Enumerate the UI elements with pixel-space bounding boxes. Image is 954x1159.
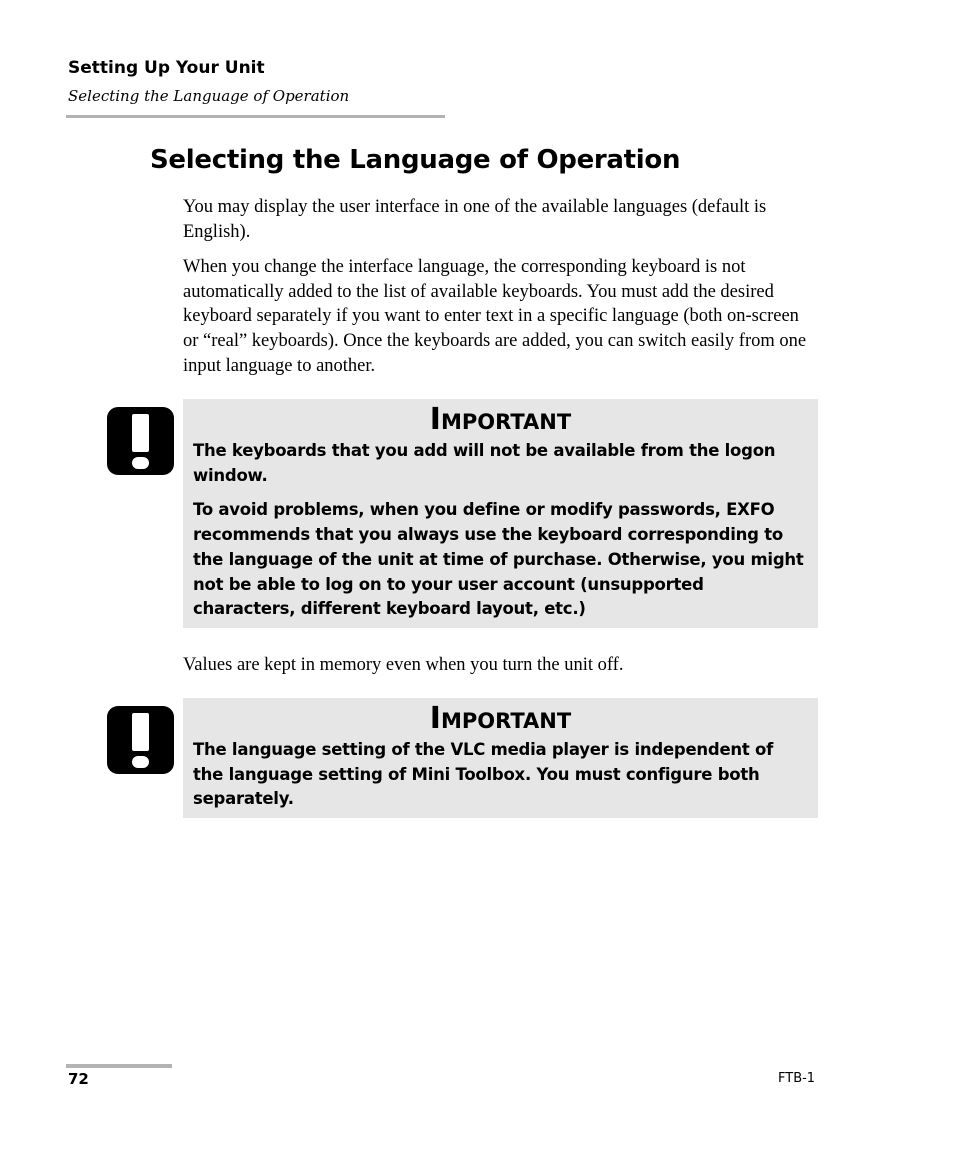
body-paragraph: You may display the user interface in one of the available languages (default is English).: [183, 197, 767, 242]
important-heading: Important: [429, 402, 572, 437]
body-paragraph: Values are kept in memory even when you turn the unit off.: [183, 655, 624, 675]
exclamation-icon: [107, 407, 174, 475]
footer-rule: [66, 1064, 172, 1068]
body-paragraph: When you change the interface language, the corresponding keyboard is not automatically added to the list of available keyboards. You must add the desired keyboard separately if you want to enter text in a specific language (both on-screen or “real” keyboards). Once the keyboards are added, you can switch easily from one input language to another.: [183, 257, 807, 376]
important-notice: [183, 698, 818, 818]
header-section-subtitle: Selecting the Language of Operation: [68, 87, 350, 105]
page-number: 72: [68, 1070, 89, 1088]
important-notice: [183, 399, 818, 628]
header-chapter-title: Setting Up Your Unit: [68, 58, 265, 78]
section-title: Selecting the Language of Operation: [150, 145, 681, 175]
important-text: The language setting of the VLC media player is independent of the language setting of Mini Toolbox. You must configure both separately.: [193, 740, 774, 809]
product-name: FTB-1: [778, 1071, 816, 1086]
exclamation-icon: [107, 706, 174, 774]
header-rule: [66, 115, 445, 118]
important-heading: Important: [429, 701, 572, 736]
important-text: The keyboards that you add will not be available from the logon window.: [193, 441, 776, 485]
important-text: To avoid problems, when you define or modify passwords, EXFO recommends that you always use the keyboard corresponding to the language of the unit at time of purchase. Otherwise, you might not be able to log on to your user account (unsupported characters, different keyboard layout, etc.): [193, 500, 804, 619]
